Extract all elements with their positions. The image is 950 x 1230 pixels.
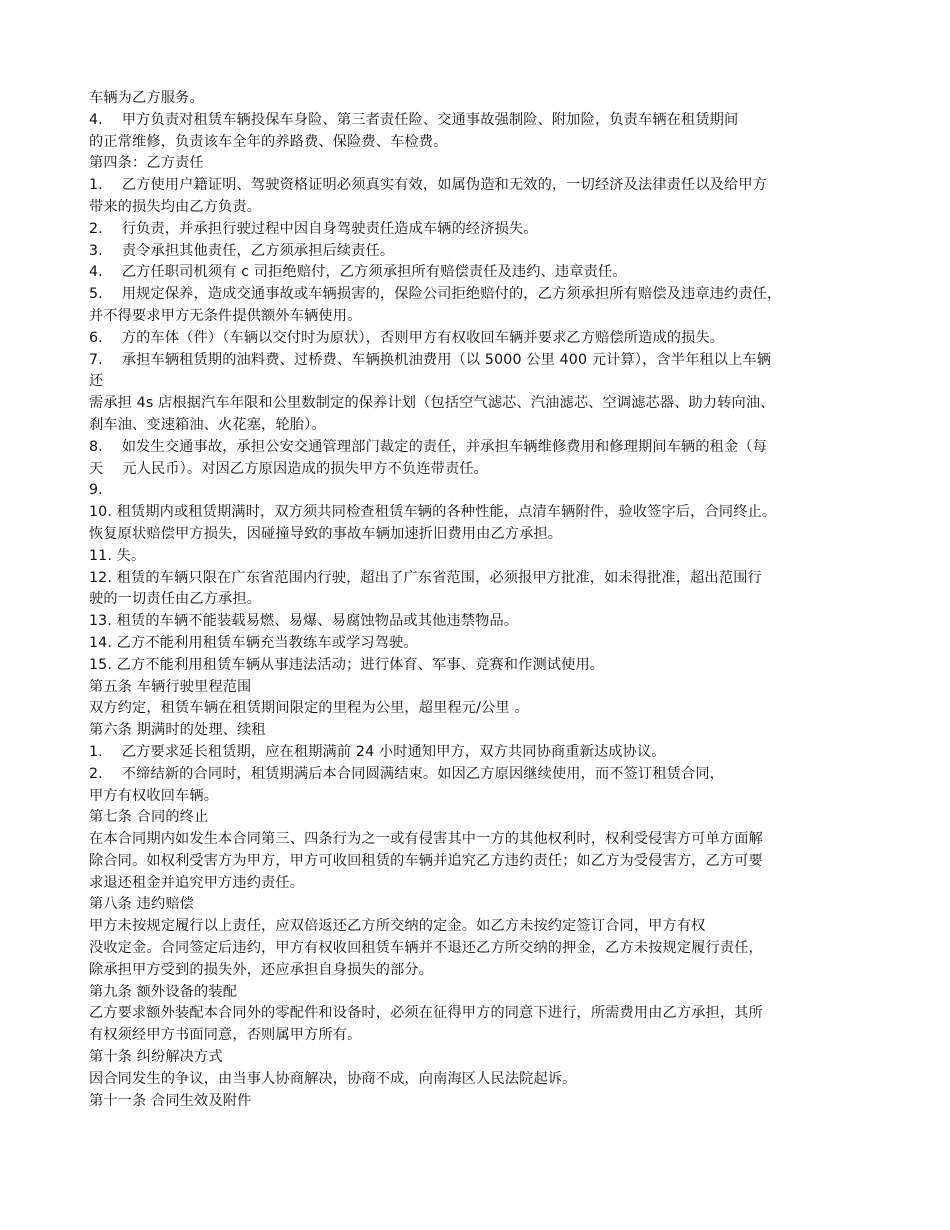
text-line: 因合同发生的争议，由当事人协商解决，协商不成，向南海区人民法院起诉。 bbox=[89, 1070, 577, 1087]
text-line: 5. 用规定保养，造成交通事故或车辆损害的，保险公司拒绝赔付的，乙方须承担所有赔偿及违章违约责任， bbox=[89, 286, 782, 303]
text-line: 10. 租赁期内或租赁期满时，双方须共同检查租赁车辆的各种性能，点清车辆附件，验收签字后，合同终止。 bbox=[89, 504, 777, 521]
text-line: 15. 乙方不能利用租赁车辆从事违法活动；进行体育、军事、竞赛和作测试使用。 bbox=[89, 656, 605, 673]
section-heading: 第四条：乙方责任 bbox=[89, 155, 204, 172]
text-line: 带来的损失均由乙方负责。 bbox=[89, 198, 262, 215]
text-line: 在本合同期内如发生本合同第三、四条行为之一或有侵害其中一方的其他权利时，权利受侵害方可单方面解 bbox=[89, 831, 763, 848]
text-line: 车辆为乙方服务。 bbox=[89, 90, 204, 106]
text-line: 刹车油、变速箱油、火花塞，轮胎）。 bbox=[89, 416, 326, 433]
section-heading: 第六条 期满时的处理、续租 bbox=[89, 722, 266, 739]
text-line: 除合同。如权利受害方为甲方，甲方可收回租赁的车辆并追究乙方违约责任；如乙方为受侵害方，乙方可要 bbox=[89, 852, 763, 869]
section-heading: 第五条 车辆行驶里程范围 bbox=[89, 678, 252, 695]
text-line: 13. 租赁的车辆不能装载易燃、易爆、易腐蚀物品或其他违禁物品。 bbox=[89, 613, 519, 630]
contract-page-body bbox=[89, 88, 889, 1112]
text-line: 甲方未按规定履行以上责任，应双倍返还乙方所交纳的定金。如乙方未按约定签订合同，甲方有权 bbox=[89, 918, 706, 935]
text-line: 除承担甲方受到的损失外，还应承担自身损失的部分。 bbox=[89, 961, 434, 978]
section-heading: 第十条 纠纷解决方式 bbox=[89, 1049, 223, 1066]
text-line: 甲方有权收回车辆。 bbox=[89, 787, 219, 804]
section-heading: 第十一条 合同生效及附件 bbox=[89, 1092, 252, 1109]
text-line: 9. bbox=[89, 482, 103, 499]
text-line: 7. 承担车辆租赁期的油料费、过桥费、车辆换机油费用（以 5000 公里 400 元计算），含半年租以上车辆 bbox=[89, 351, 772, 368]
text-line: 驶的一切责任由乙方承担。 bbox=[89, 591, 262, 608]
text-line: 恢复原状赔偿甲方损失，因碰撞导致的事故车辆加速折旧费用由乙方承担。 bbox=[89, 525, 563, 542]
text-line: 2. 行负责，并承担行驶过程中因自身驾驶责任造成车辆的经济损失。 bbox=[89, 220, 538, 237]
text-line: 4. 乙方任职司机须有 c 司拒绝赔付，乙方须承担所有赔偿责任及违约、违章责任。 bbox=[89, 264, 627, 281]
text-line: 14. 乙方不能利用租赁车辆充当教练车或学习驾驶。 bbox=[89, 634, 418, 651]
text-line: 2. 不缔结新的合同时，租赁期满后本合同圆满结束。如因乙方原因继续使用，而不签订租赁合同， bbox=[89, 765, 725, 782]
text-line: 天 元人民币）。对因乙方原因造成的损失甲方不负连带责任。 bbox=[89, 460, 489, 477]
text-line: 8. 如发生交通事故，承担公安交通管理部门裁定的责任，并承担车辆维修费用和修理期间车辆的租金（每 bbox=[89, 438, 768, 455]
text-line: 的正常维修，负责该车全年的养路费、保险费、车检费。 bbox=[89, 133, 448, 150]
text-line: 没收定金。合同签定后违约，甲方有权收回租赁车辆并不退还乙方所交纳的押金，乙方未按规定履行责任， bbox=[89, 940, 763, 957]
text-line: 有权须经甲方书面同意，否则属甲方所有。 bbox=[89, 1027, 362, 1044]
text-line: 6. 方的车体（件）（车辆以交付时为原状），否则甲方有权收回车辆并要求乙方赔偿所造成的损失。 bbox=[89, 329, 725, 346]
section-heading: 第八条 违约赔偿 bbox=[89, 896, 195, 913]
text-line: 乙方要求额外装配本合同外的零配件和设备时，必须在征得甲方的同意下进行，所需费用由乙方承担，其所 bbox=[89, 1005, 763, 1022]
text-line: 1. 乙方要求延长租赁期，应在租期满前 24 小时通知甲方，双方共同协商重新达成协议。 bbox=[89, 743, 666, 760]
text-line: 需承担 4s 店根据汽车年限和公里数制定的保养计划（包括空气滤芯、汽油滤芯、空调滤芯器、助力转向油、 bbox=[89, 395, 775, 412]
section-heading: 第九条 额外设备的装配 bbox=[89, 983, 238, 1000]
text-line: 3. 责令承担其他责任，乙方须承担后续责任。 bbox=[89, 242, 395, 259]
text-line: 还 bbox=[89, 373, 104, 390]
text-line: 11. 失。 bbox=[89, 547, 146, 564]
text-line: 1. 乙方使用户籍证明、驾驶资格证明必须真实有效，如属伪造和无效的，一切经济及法律责任以及给甲方 bbox=[89, 177, 768, 194]
text-line: 双方约定，租赁车辆在租赁期间限定的里程为公里，超里程元/公里 。 bbox=[89, 700, 529, 717]
text-line: 并不得要求甲方无条件提供额外车辆使用。 bbox=[89, 307, 362, 324]
text-line: 求退还租金并追究甲方违约责任。 bbox=[89, 874, 305, 891]
text-line: 12. 租赁的车辆只限在广东省范围内行驶，超出了广东省范围，必须报甲方批准，如未得批准，超出范围行 bbox=[89, 569, 762, 586]
section-heading: 第七条 合同的终止 bbox=[89, 809, 209, 826]
text-line: 4. 甲方负责对租赁车辆投保车身险、第三者责任险、交通事故强制险、附加险，负责车辆在租赁期间 bbox=[89, 111, 739, 128]
